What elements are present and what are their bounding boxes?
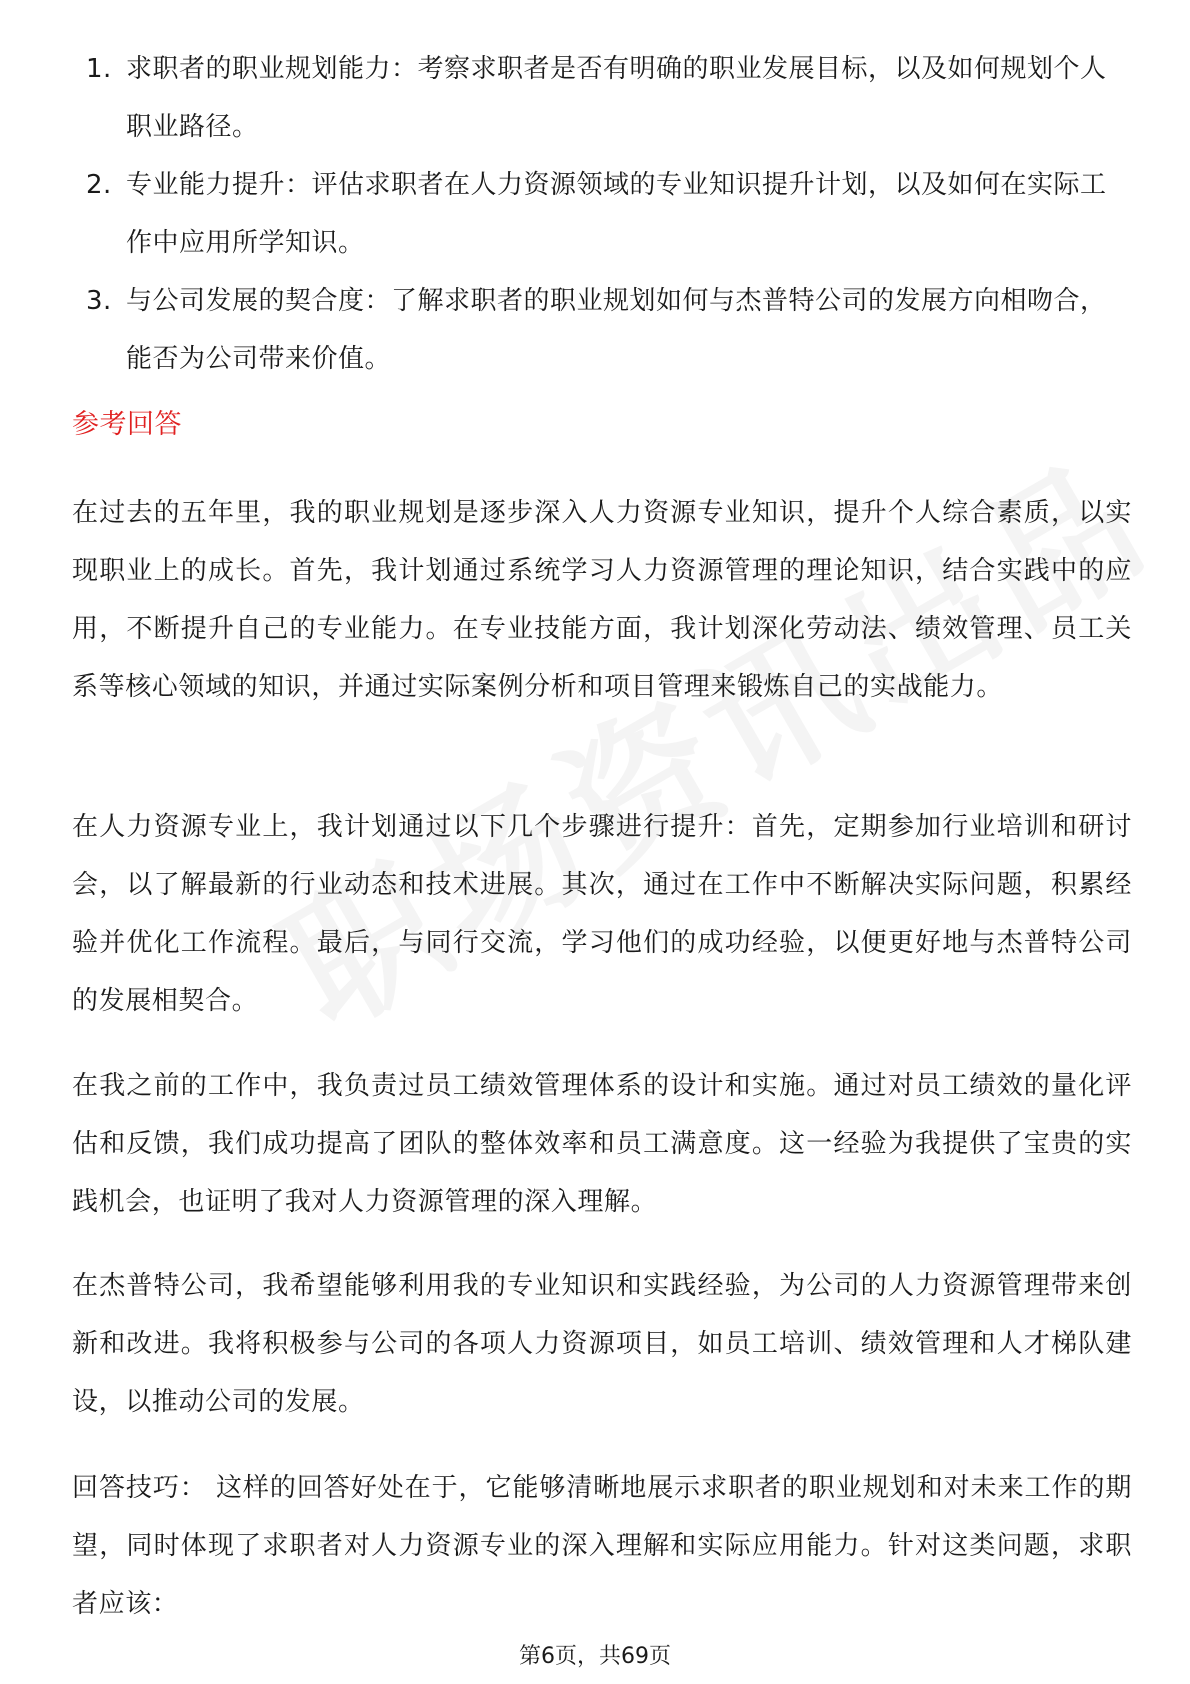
list-item <box>72 272 1132 388</box>
answer-paragraph: 在我之前的工作中，我负责过员工绩效管理体系的设计和实施。通过对员工绩效的量化评估和反馈，我们成功提高了团队的整体效率和员工满意度。这一经验为我提供了宝贵的实践机会，也证明了我对人力资源管理的深入理解。 <box>72 1071 1132 1217</box>
list-item-text: 与公司发展的契合度：了解求职者的职业规划如何与杰普特公司的发展方向相吻合，能否为公司带来价值。 <box>126 286 1107 374</box>
list-item-number: 1. <box>86 54 112 84</box>
section-title: 参考回答 <box>72 409 182 440</box>
list-item-number: 3. <box>86 286 112 316</box>
answer-paragraph: 在杰普特公司，我希望能够利用我的专业知识和实践经验，为公司的人力资源管理带来创新和改进。我将积极参与公司的各项人力资源项目，如员工培训、绩效管理和人才梯队建设，以推动公司的发展。 <box>72 1271 1132 1417</box>
list-item-text: 求职者的职业规划能力：考察求职者是否有明确的职业发展目标，以及如何规划个人职业路径。 <box>126 54 1107 142</box>
page-number: 第6页，共69页 <box>519 1644 671 1669</box>
list-item-number: 2. <box>86 170 112 200</box>
tips-paragraph: 回答技巧： 这样的回答好处在于，它能够清晰地展示求职者的职业规划和对未来工作的期望，同时体现了求职者对人力资源专业的深入理解和实际应用能力。针对这类问题，求职者应该： <box>72 1473 1132 1619</box>
answer-paragraph: 在人力资源专业上，我计划通过以下几个步骤进行提升：首先，定期参加行业培训和研讨会，以了解最新的行业动态和技术进展。其次，通过在工作中不断解决实际问题，积累经验并优化工作流程。最后，与同行交流，学习他们的成功经验，以便更好地与杰普特公司的发展相契合。 <box>72 812 1132 1016</box>
list-item-text: 专业能力提升：评估求职者在人力资源领域的专业知识提升计划，以及如何在实际工作中应用所学知识。 <box>126 170 1107 258</box>
answer-paragraph: 在过去的五年里，我的职业规划是逐步深入人力资源专业知识，提升个人综合素质，以实现职业上的成长。首先，我计划通过系统学习人力资源管理的理论知识，结合实践中的应用，不断提升自己的专业能力。在专业技能方面，我计划深化劳动法、绩效管理、员工关系等核心领域的知识，并通过实际案例分析和项目管理来锻炼自己的实战能力。 <box>72 498 1132 702</box>
list-item <box>72 156 1132 272</box>
criteria-list <box>72 40 1132 388</box>
list-item <box>72 40 1132 156</box>
